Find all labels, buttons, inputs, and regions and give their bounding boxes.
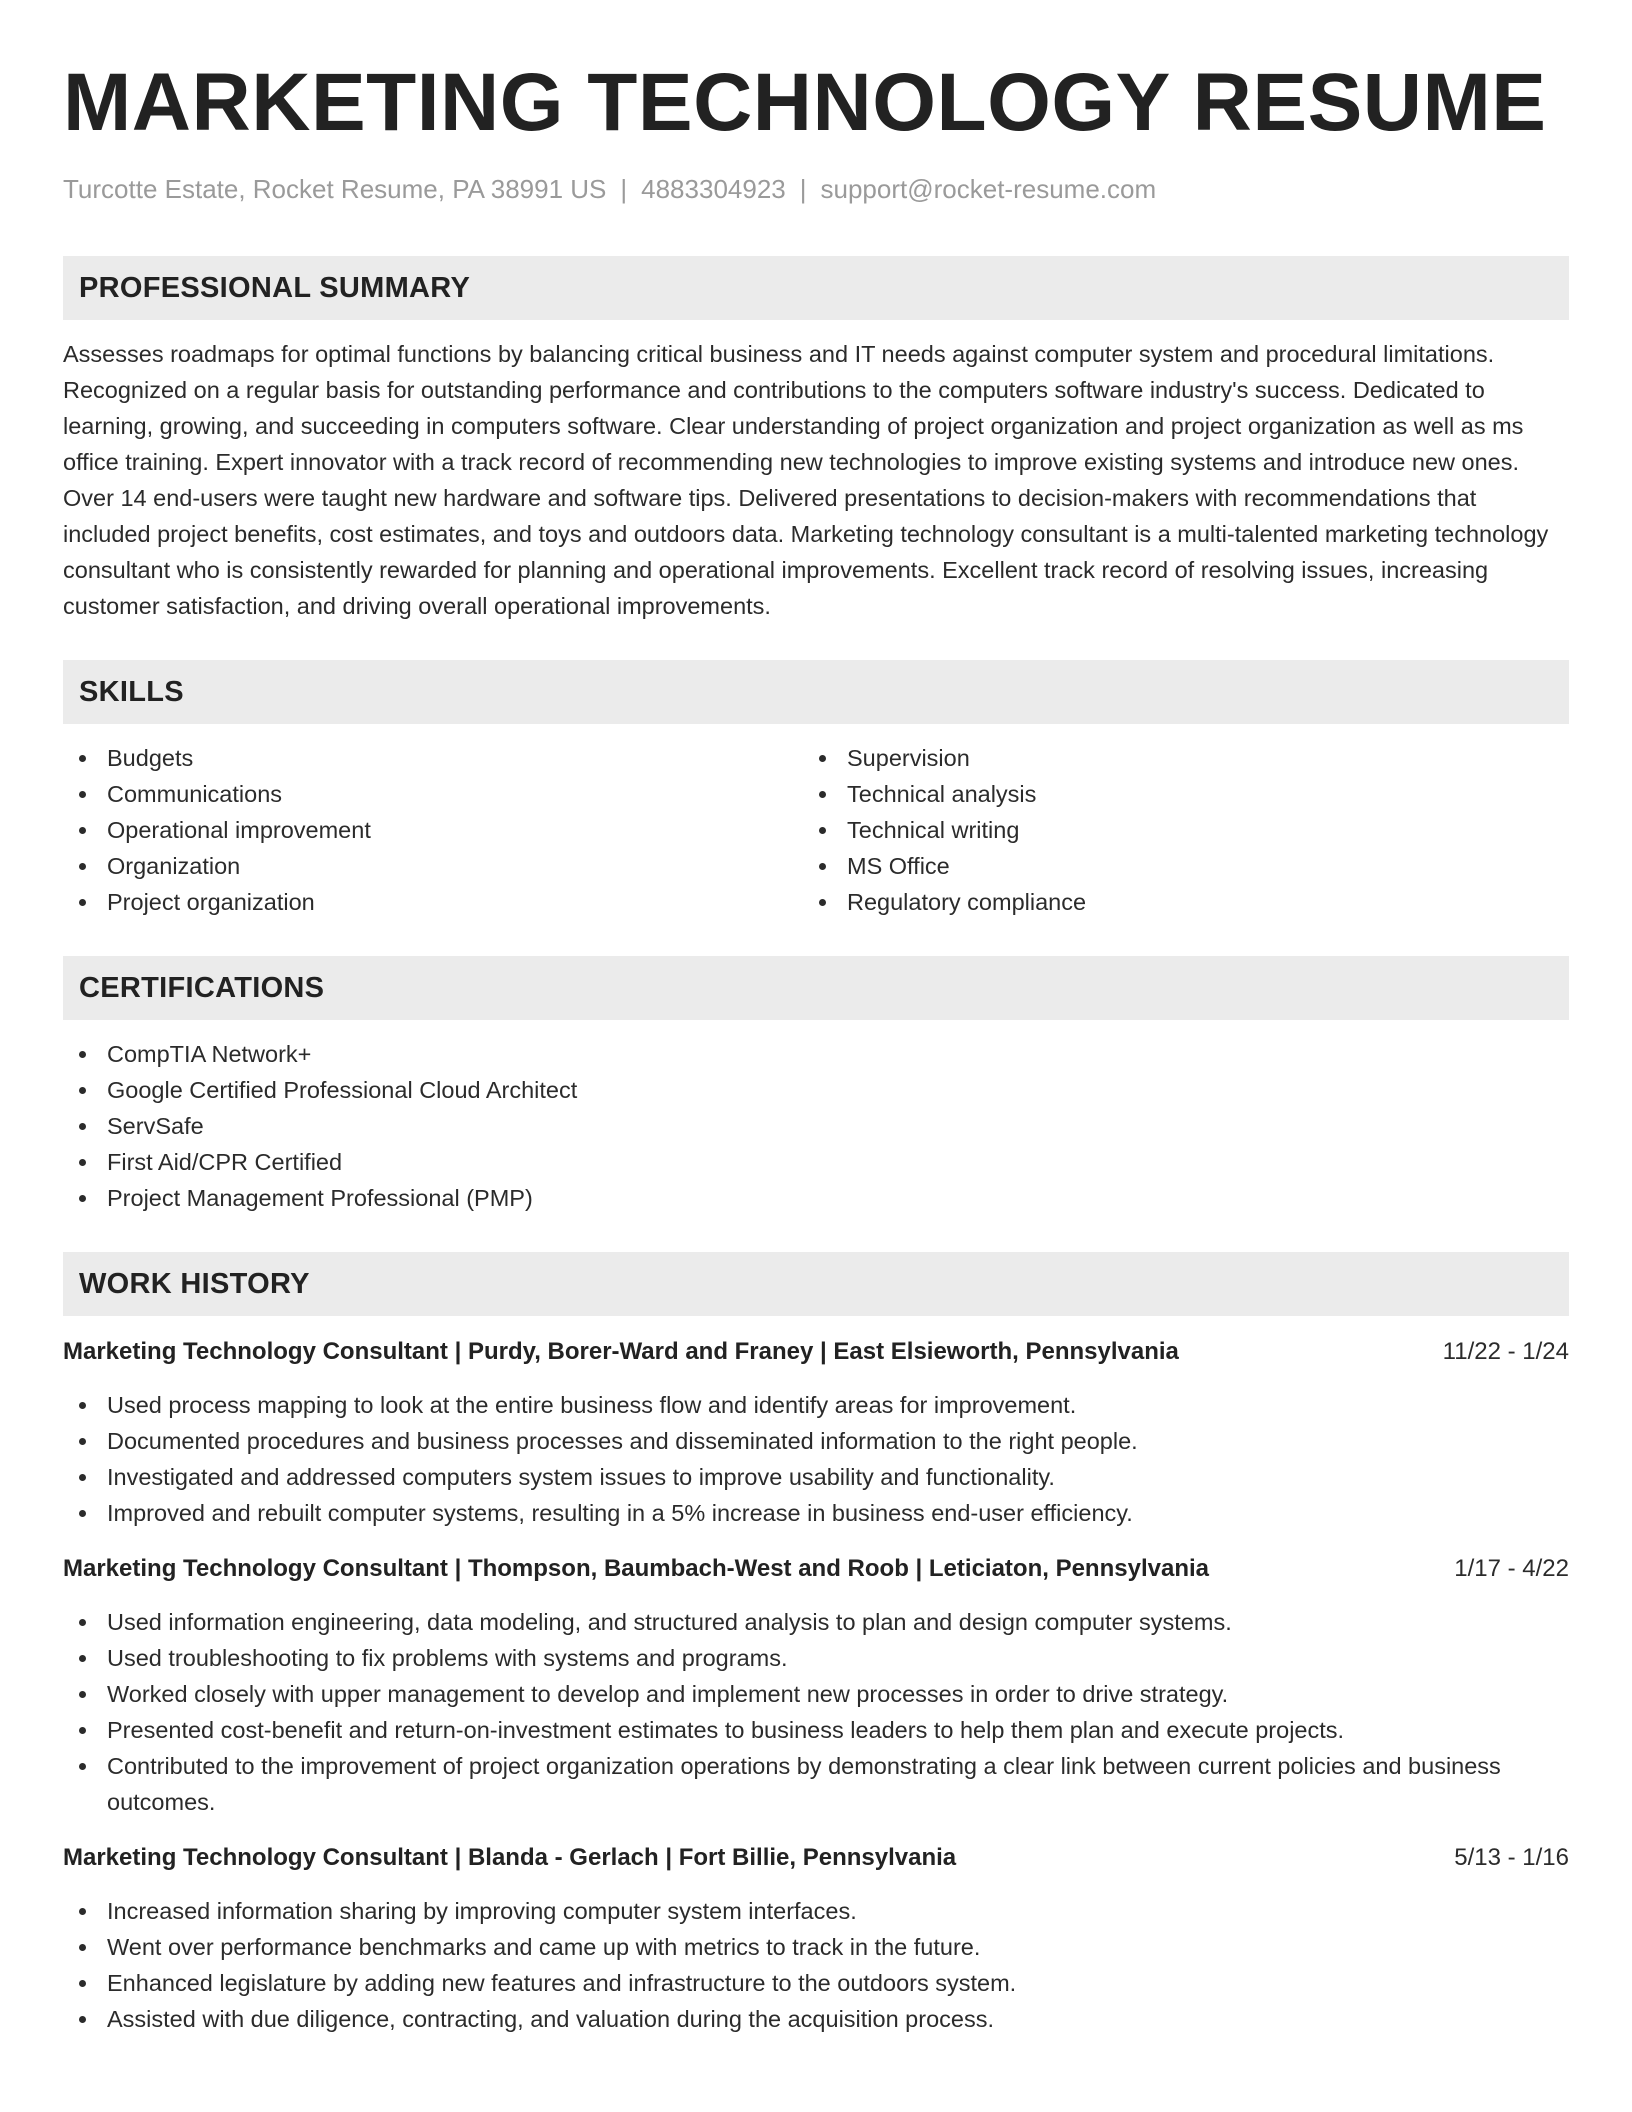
contact-line [63, 172, 1569, 206]
contact-separator: | [799, 174, 807, 204]
job-bullet: Went over performance benchmarks and came up with metrics to track in the future. [63, 1929, 1569, 1965]
job-bullet: Assisted with due diligence, contracting, and valuation during the acquisition process. [63, 2001, 1569, 2037]
skill-item: MS Office [803, 848, 1543, 884]
job-bullets [63, 1893, 1569, 2037]
job-bullet: Used process mapping to look at the entire business flow and identify areas for improvement. [63, 1387, 1569, 1423]
job-bullet: Investigated and addressed computers system issues to improve usability and functionality. [63, 1459, 1569, 1495]
contact-separator: | [620, 174, 628, 204]
section-header-skills: SKILLS [63, 660, 1569, 724]
job-bullet: Increased information sharing by improving computer system interfaces. [63, 1893, 1569, 1929]
skill-item: Technical analysis [803, 776, 1543, 812]
job-dates: 5/13 - 1/16 [1454, 1844, 1569, 1871]
job-bullet: Enhanced legislature by adding new features and infrastructure to the outdoors system. [63, 1965, 1569, 2001]
job-bullet: Worked closely with upper management to develop and implement new processes in order to drive strategy. [63, 1676, 1569, 1712]
certification-item: Project Management Professional (PMP) [63, 1180, 1569, 1216]
job-dates: 1/17 - 4/22 [1454, 1555, 1569, 1582]
section-header-work-history: WORK HISTORY [63, 1252, 1569, 1316]
skill-item: Technical writing [803, 812, 1543, 848]
certification-item: ServSafe [63, 1108, 1569, 1144]
job-bullet: Documented procedures and business processes and disseminated information to the right people. [63, 1423, 1569, 1459]
skill-item: Regulatory compliance [803, 884, 1543, 920]
skill-item: Communications [63, 776, 803, 812]
job-entry [63, 1551, 1569, 1820]
section-header-certifications: CERTIFICATIONS [63, 956, 1569, 1020]
job-title: Marketing Technology Consultant | Blanda - Gerlach | Fort Billie, Pennsylvania [63, 1844, 957, 1871]
skill-item: Organization [63, 848, 803, 884]
certifications-list [63, 1036, 1569, 1216]
job-bullets [63, 1604, 1569, 1820]
resume-title: MARKETING TECHNOLOGY RESUME [63, 57, 1547, 148]
job-bullets [63, 1387, 1569, 1531]
job-header [63, 1840, 1569, 1876]
certification-item: CompTIA Network+ [63, 1036, 1569, 1072]
job-bullet: Used information engineering, data modeling, and structured analysis to plan and design computer systems. [63, 1604, 1569, 1640]
job-entry [63, 1334, 1569, 1531]
job-bullet: Used troubleshooting to fix problems with systems and programs. [63, 1640, 1569, 1676]
job-bullet: Improved and rebuilt computer systems, resulting in a 5% increase in business end-user efficiency. [63, 1495, 1569, 1531]
job-title: Marketing Technology Consultant | Thompson, Baumbach-West and Roob | Leticiaton, Pennsylvania [63, 1555, 1209, 1582]
skills-list-right [803, 740, 1543, 920]
contact-address: Turcotte Estate, Rocket Resume, PA 38991 US [63, 174, 607, 204]
job-entry [63, 1840, 1569, 2037]
job-bullet: Contributed to the improvement of project organization operations by demonstrating a clear link between current policies and business outcomes. [63, 1748, 1569, 1820]
section-header-summary: PROFESSIONAL SUMMARY [63, 256, 1569, 320]
skills-list-left [63, 740, 803, 920]
job-bullet: Presented cost-benefit and return-on-investment estimates to business leaders to help them plan and execute projects. [63, 1712, 1569, 1748]
contact-phone: 4883304923 [641, 174, 786, 204]
job-header [63, 1334, 1569, 1370]
contact-email: support@rocket-resume.com [820, 174, 1157, 204]
skill-item: Operational improvement [63, 812, 803, 848]
skill-item: Supervision [803, 740, 1543, 776]
summary-text: Assesses roadmaps for optimal functions by balancing critical business and IT needs against computer system and procedural limitations. Recognized on a regular basis for outstanding performance and contributions to the computers software industry's success. Dedicated to learning, growing, and succeeding in computers software. Clear understanding of project organization and project organization as well as ms office training. Expert innovator with a track record of recommending new technologies to improve existing systems and introduce new ones. Over 14 end-users were taught new hardware and software tips. Delivered presentations to decision-makers with recommendations that included project benefits, cost estimates, and toys and outdoors data. Marketing technology consultant is a multi-talented marketing technology consultant who is consistently rewarded for planning and operational improvements. Excellent track record of resolving issues, increasing customer satisfaction, and driving overall operational improvements. [63, 341, 1549, 619]
skills-grid [63, 740, 1569, 920]
certification-item: Google Certified Professional Cloud Architect [63, 1072, 1569, 1108]
skill-item: Project organization [63, 884, 803, 920]
certification-item: First Aid/CPR Certified [63, 1144, 1569, 1180]
skill-item: Budgets [63, 740, 803, 776]
job-title: Marketing Technology Consultant | Purdy, Borer-Ward and Franey | East Elsieworth, Pennsylvania [63, 1338, 1179, 1365]
job-header [63, 1551, 1569, 1587]
job-dates: 11/22 - 1/24 [1442, 1338, 1569, 1365]
